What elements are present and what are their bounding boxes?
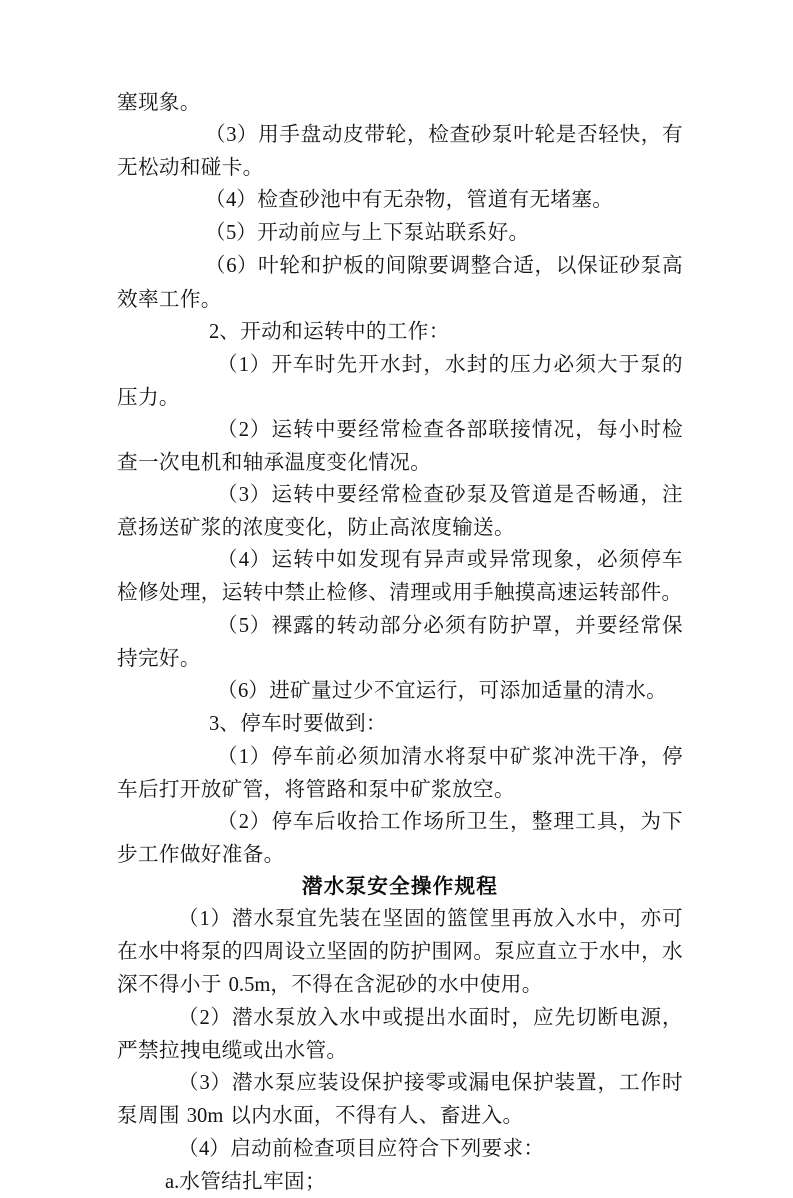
latin-run: 3 (238, 484, 249, 507)
section-title-submersible-pump: 潜水泵安全操作规程 (301, 874, 499, 899)
latin-run: 1 (238, 353, 249, 376)
list-item-pump-2: （2）潜水泵放入水中或提出水面时，应先切断电源，严禁拉拽电缆或出水管。 (117, 1004, 683, 1062)
latin-run: 2 (238, 418, 249, 441)
latin-run: 6 (237, 679, 249, 702)
list-item-3-1: （1）停车前必须加清水将泵中矿浆冲洗干净，停车后打开放矿管，将管路和泵中矿浆放空。 (117, 743, 683, 801)
list-item-pump-3: （3）潜水泵应装设保护接零或漏电保护装置，工作时泵周围 30m 以内水面，不得有人、畜进入。 (117, 1069, 683, 1127)
latin-run: 4 (238, 549, 249, 572)
list-item-2-6: （6）进矿量过少不宜运行，可添加适量的清水。 (217, 677, 668, 702)
latin-run: a. (165, 1171, 180, 1194)
document-text-column (117, 86, 683, 1198)
list-item-2-4: （4）运转中如发现有异声或异常现象，必须停车检修处理，运转中禁止检修、清理或用手触摸高速运转部件。 (117, 547, 683, 605)
latin-run: 6 (226, 255, 237, 278)
latin-run: 5 (238, 614, 249, 637)
paragraph-continuation: 塞现象。 (117, 90, 201, 114)
latin-run: 5 (225, 222, 237, 245)
list-item-2-3: （3）运转中要经常检查砂泵及管道是否畅通，注意扬送矿浆的浓度变化，防止高浓度输送。 (117, 482, 683, 540)
list-item-1-3: （3）用手盘动皮带轮，检查砂泵叶轮是否轻快，有无松动和碰卡。 (117, 122, 683, 180)
latin-run: 0.5m (228, 973, 271, 996)
latin-run: 4 (225, 189, 237, 212)
latin-run: 2 (238, 811, 249, 834)
list-item-2-2: （2）运转中要经常检查各部联接情况，每小时检查一次电机和轴承温度变化情况。 (117, 416, 683, 475)
list-item-1-5: （5）开动前应与上下泵站联系好。 (205, 220, 530, 245)
latin-run: 2 (209, 320, 220, 343)
latin-run: 4 (198, 1138, 210, 1160)
sub-item-pump-4-a: a.水管结扎牢固； (165, 1169, 326, 1194)
list-item-2-5: （5）裸露的转动部分必须有防护罩，并要经常保持完好。 (117, 612, 683, 670)
list-item-2-1: （1）开车时先开水封，水封的压力必须大于泵的压力。 (117, 351, 683, 409)
latin-run: 3 (199, 1071, 210, 1094)
subsection-heading-3: 3、停车时要做到： (209, 710, 387, 735)
list-item-pump-4: （4）启动前检查项目应符合下列要求： (178, 1136, 545, 1160)
subsection-heading-2: 2、开动和运转中的工作： (209, 318, 450, 343)
latin-run: 1 (238, 745, 249, 768)
list-item-1-4: （4）检查砂池中有无杂物，管道有无堵塞。 (205, 187, 614, 212)
latin-run: 1 (199, 908, 210, 931)
list-item-pump-1: （1）潜水泵宜先装在坚固的篮筐里再放入水中，亦可在水中将泵的四周设立坚固的防护围网。泵应直立于水中，水深不得小于 0.5m，不得在含泥砂的水中使用。 (117, 906, 683, 996)
latin-run: 2 (199, 1006, 210, 1029)
latin-run: 3 (209, 712, 220, 735)
list-item-3-2: （2）停车后收拾工作场所卫生，整理工具，为下步工作做好准备。 (117, 809, 683, 867)
list-item-1-6: （6）叶轮和护板的间隙要调整合适，以保证砂泵高效率工作。 (117, 253, 683, 311)
latin-run: 30m (186, 1104, 224, 1127)
latin-run: 3 (226, 124, 237, 147)
